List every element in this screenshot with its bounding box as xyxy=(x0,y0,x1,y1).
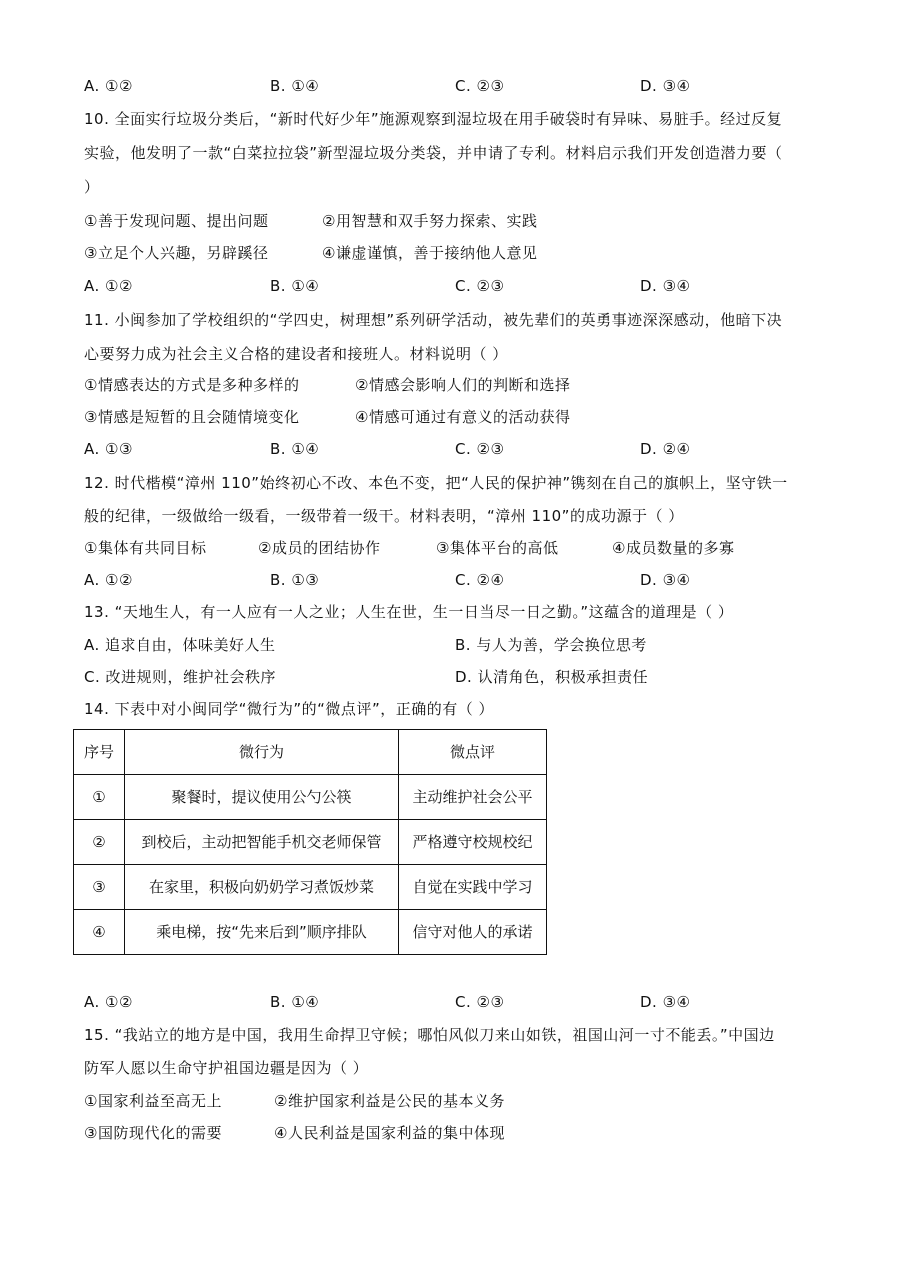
table-cell: 到校后，主动把智能手机交老师保管 xyxy=(125,820,399,865)
table-row xyxy=(74,910,547,955)
option-d: D. ②④ xyxy=(640,440,691,458)
question-15-stem-line: 防军人愿以生命守护祖国边疆是因为（ ） xyxy=(84,1059,369,1077)
option-d: D. ③④ xyxy=(640,571,691,589)
question-10-item: ③立足个人兴趣，另辟蹊径 xyxy=(84,244,269,262)
question-10-stem-line: ） xyxy=(84,178,100,196)
question-12-stem-line: 般的纪律，一级做给一级看，一级带着一级干。材料表明，“漳州 110”的成功源于（ ） xyxy=(84,507,684,525)
table-row xyxy=(74,865,547,910)
option-b: B. ①④ xyxy=(270,277,320,295)
question-10-item: ④谦虚谨慎，善于接纳他人意见 xyxy=(322,244,538,262)
table-header: 微点评 xyxy=(399,730,547,775)
question-11-stem-line: 心要努力成为社会主义合格的建设者和接班人。材料说明（ ） xyxy=(84,345,508,363)
option-d: D. 认清角色，积极承担责任 xyxy=(455,668,649,686)
question-11-item: ①情感表达的方式是多种多样的 xyxy=(84,376,300,394)
option-a: A. ①② xyxy=(84,277,133,295)
question-11-stem-line: 11. 小闽参加了学校组织的“学四史，树理想”系列研学活动，被先辈们的英勇事迹深深感动，他暗下决 xyxy=(84,311,783,329)
question-15-item: ③国防现代化的需要 xyxy=(84,1124,222,1142)
table-cell: ④ xyxy=(74,910,125,955)
option-c: C. ②③ xyxy=(455,277,505,295)
table-cell: 乘电梯，按“先来后到”顺序排队 xyxy=(125,910,399,955)
question-12-item: ③集体平台的高低 xyxy=(436,539,559,557)
behavior-review-table xyxy=(73,729,547,955)
option-b: B. ①④ xyxy=(270,440,320,458)
option-a: A. ①③ xyxy=(84,440,133,458)
table-cell: 信守对他人的承诺 xyxy=(399,910,547,955)
option-d: D. ③④ xyxy=(640,77,691,95)
table-cell: ③ xyxy=(74,865,125,910)
option-a: A. ①② xyxy=(84,571,133,589)
option-d: D. ③④ xyxy=(640,993,691,1011)
question-12-item: ④成员数量的多寡 xyxy=(612,539,735,557)
table-header: 序号 xyxy=(74,730,125,775)
question-12-stem-line: 12. 时代楷模“漳州 110”始终初心不改、本色不变，把“人民的保护神”镌刻在自己的旗帜上，坚守铁一 xyxy=(84,474,788,492)
question-15-item: ④人民利益是国家利益的集中体现 xyxy=(274,1124,505,1142)
question-10-stem-line: 10. 全面实行垃圾分类后，“新时代好少年”施源观察到湿垃圾在用手破袋时有异味、易脏手。经过反复 xyxy=(84,110,783,128)
option-c: C. ②③ xyxy=(455,993,505,1011)
option-b: B. ①③ xyxy=(270,571,320,589)
table-cell: 聚餐时，提议使用公勺公筷 xyxy=(125,775,399,820)
table-row xyxy=(74,775,547,820)
table-cell: 在家里，积极向奶奶学习煮饭炒菜 xyxy=(125,865,399,910)
question-11-item: ④情感可通过有意义的活动获得 xyxy=(355,408,571,426)
option-c: C. ②③ xyxy=(455,77,505,95)
question-15-item: ①国家利益至高无上 xyxy=(84,1092,222,1110)
question-15-item: ②维护国家利益是公民的基本义务 xyxy=(274,1092,505,1110)
question-10-item: ①善于发现问题、提出问题 xyxy=(84,212,269,230)
option-c: C. ②③ xyxy=(455,440,505,458)
question-11-item: ③情感是短暂的且会随情境变化 xyxy=(84,408,300,426)
option-b: B. ①④ xyxy=(270,993,320,1011)
question-13-stem-line: 13. “天地生人，有一人应有一人之业；人生在世，生一日当尽一日之勤。”这蕴含的道理是（ ） xyxy=(84,603,734,621)
question-10-stem-line: 实验，他发明了一款“白菜拉拉袋”新型湿垃圾分类袋，并申请了专利。材料启示我们开发创造潜力要（ xyxy=(84,144,783,162)
option-d: D. ③④ xyxy=(640,277,691,295)
option-a: A. ①② xyxy=(84,77,133,95)
table-header-row xyxy=(74,730,547,775)
table-cell: ② xyxy=(74,820,125,865)
table-cell: 严格遵守校规校纪 xyxy=(399,820,547,865)
option-a: A. ①② xyxy=(84,993,133,1011)
question-11-item: ②情感会影响人们的判断和选择 xyxy=(355,376,571,394)
option-c: C. ②④ xyxy=(455,571,505,589)
table-cell: 主动维护社会公平 xyxy=(399,775,547,820)
option-b: B. ①④ xyxy=(270,77,320,95)
question-10-item: ②用智慧和双手努力探索、实践 xyxy=(322,212,538,230)
question-12-item: ①集体有共同目标 xyxy=(84,539,207,557)
question-12-item: ②成员的团结协作 xyxy=(258,539,381,557)
question-15-stem-line: 15. “我站立的地方是中国，我用生命捍卫守候；哪怕风似刀来山如铁，祖国山河一寸不能丢。”中国边 xyxy=(84,1026,775,1044)
table-row xyxy=(74,820,547,865)
question-14-stem-line: 14. 下表中对小闽同学“微行为”的“微点评”，正确的有（ ） xyxy=(84,700,494,718)
option-b: B. 与人为善，学会换位思考 xyxy=(455,636,647,654)
option-a: A. 追求自由，体味美好人生 xyxy=(84,636,276,654)
table-cell: ① xyxy=(74,775,125,820)
table-cell: 自觉在实践中学习 xyxy=(399,865,547,910)
option-c: C. 改进规则，维护社会秩序 xyxy=(84,668,277,686)
table-header: 微行为 xyxy=(125,730,399,775)
